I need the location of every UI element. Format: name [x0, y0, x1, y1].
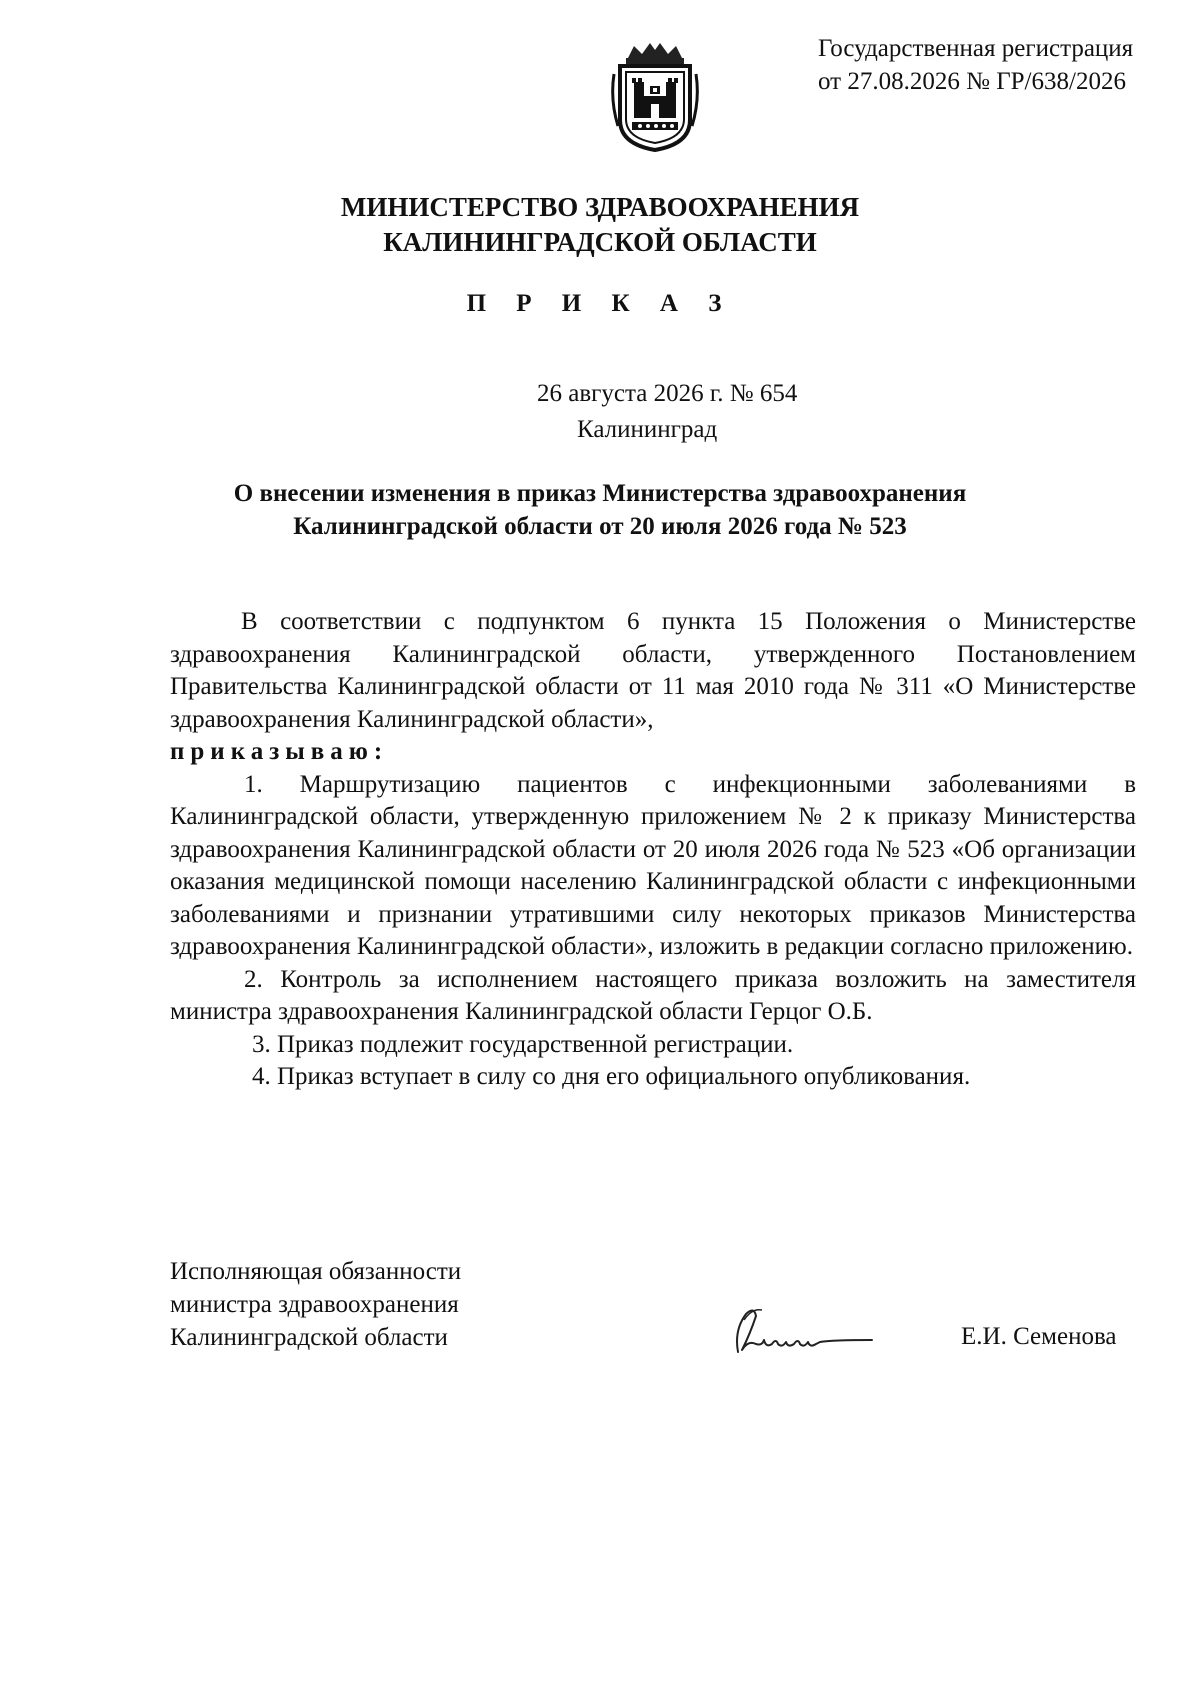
ministry-line-1: МИНИСТЕРСТВО ЗДРАВООХРАНЕНИЯ: [340, 192, 860, 222]
directive: приказываю:: [170, 738, 389, 765]
preamble: В соответствии с подпунктом 6 пункта 15 Положения о Министерстве здравоохранения Калининградской области, утвержденного Постановлением Правительства Калининградской области от 11 мая 2010 года № 311 «О Министерстве здравоохранения Калининградской области»,: [170, 608, 1136, 733]
ministry-line-2: КАЛИНИНГРАДСКОЙ ОБЛАСТИ: [383, 227, 817, 257]
position-line-1: Исполняющая обязанности: [170, 1258, 462, 1285]
registration-line-1: Государственная регистрация: [818, 35, 1134, 62]
position-line-3: Калининградской области: [170, 1324, 448, 1351]
document-subject: [0, 477, 1200, 543]
subject-line-1: О внесении изменения в приказ Министерства здравоохранения: [233, 480, 967, 507]
item-2: 2. Контроль за исполнением настоящего приказа возложить на заместителя министра здравоохранения Калининградской области Герцог О.Б.: [170, 965, 1136, 1025]
item-3: 3. Приказ подлежит государственной регистрации.: [252, 1030, 794, 1058]
registration-line-2: от 27.08.2026 № ГР/638/2026: [818, 68, 1126, 95]
signer-position: [170, 1255, 461, 1354]
subject-line-2: Калининградской области от 20 июля 2026 года № 523: [293, 513, 907, 540]
coat-of-arms-icon: [610, 40, 700, 152]
signer-name: Е.И. Семенова: [961, 1323, 1117, 1350]
document-body: [170, 606, 1136, 1094]
registration-stamp: [818, 32, 1133, 98]
item-1: 1. Маршрутизацию пациентов с инфекционными заболеваниями в Калининградской области, утвержденную приложением № 2 к приказу Министерства здравоохранения Калининградской области от 20 июля 2026 года № 523 «Об организации оказания медицинской помощи населению Калининградской области с инфекционными заболеваниями и признании утратившими силу некоторых приказов Министерства здравоохранения Калининградской области», изложить в редакции согласно приложению.: [170, 770, 1136, 960]
position-line-2: министра здравоохранения: [170, 1291, 459, 1318]
document-type: П Р И К А З: [466, 290, 734, 317]
date-and-number: 26 августа 2026 г. № 654: [537, 380, 798, 407]
handwritten-signature: [732, 1300, 882, 1362]
ministry-name: [0, 190, 1200, 260]
item-4: 4. Приказ вступает в силу со дня его официального опубликования.: [252, 1063, 971, 1090]
city: Калининград: [577, 416, 718, 443]
